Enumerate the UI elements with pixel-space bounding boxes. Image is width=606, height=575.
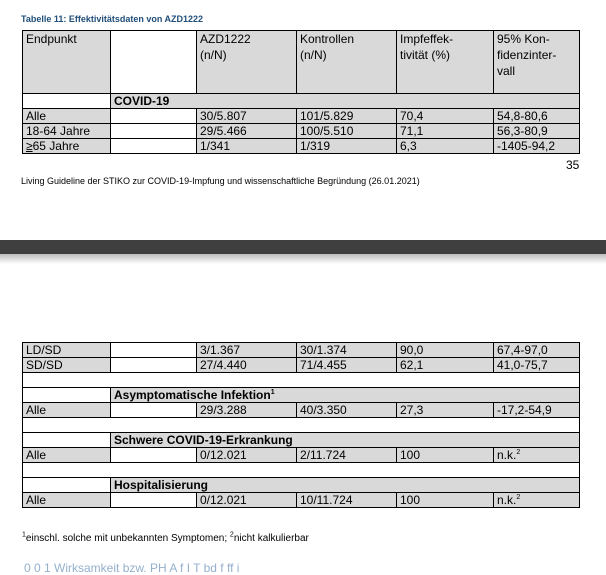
table-row: LD/SD 3/1.367 30/1.374 90,0 67,4-97,0 <box>23 343 580 358</box>
spacer-row <box>23 373 580 388</box>
efficacy-table-part2 <box>22 342 580 508</box>
page-footer: Living Guideline der STIKO zur COVID-19-Impfung und wissenschaftliche Begründung (26.01.2021) <box>21 176 420 186</box>
table-footnote: $^1$einschl. solche mit unbekannten Symptomen; $^2$nicht kalkulierbar <box>22 531 309 544</box>
section-title-asymptomatic: Asymptomatische Infektion$^1$ <box>111 388 580 403</box>
section-title-hospitalisation: Hospitalisierung <box>111 478 580 493</box>
section-row-hospitalisation <box>23 478 580 493</box>
table-row: Alle 29/3.288 40/3.350 27,3 -17,2-54,9 <box>23 403 580 418</box>
page-number: 35 <box>566 158 580 172</box>
header-kontrollen: Kontrollen (n/N) <box>297 31 397 94</box>
section-row-covid <box>23 94 580 109</box>
section-row-severe <box>23 433 580 448</box>
header-konfidenzintervall: 95% Kon- fidenzinter- vall <box>494 31 580 94</box>
table-header-row <box>23 31 580 94</box>
table-row: Alle 0/12.021 10/11.724 100 n.k.$^2$ <box>23 493 580 508</box>
header-endpunkt: Endpunkt <box>23 31 111 94</box>
page-shadow <box>0 254 606 264</box>
cut-off-heading: 0 0 1 Wirksamkeit bzw. PH A f I T bd f ff i <box>24 561 240 575</box>
section-row-asymptomatic <box>23 388 580 403</box>
header-blank <box>111 31 197 94</box>
efficacy-table-part1 <box>22 30 580 154</box>
spacer-row <box>23 418 580 433</box>
table-row: ≥65 Jahre 1/341 1/319 6,3 -1405-94,2 <box>23 139 580 154</box>
header-azd: AZD1222 (n/N) <box>197 31 297 94</box>
table-row: Alle 30/5.807 101/5.829 70,4 54,8-80,6 <box>23 109 580 124</box>
page-separator <box>0 240 606 254</box>
section-title-covid: COVID-19 <box>111 94 580 109</box>
section-title-severe: Schwere COVID-19-Erkrankung <box>111 433 580 448</box>
table-row: Alle 0/12.021 2/11.724 100 n.k.$^2$ <box>23 448 580 463</box>
table-row: 18-64 Jahre 29/5.466 100/5.510 71,1 56,3-80,9 <box>23 124 580 139</box>
header-impfeffektivitaet: Impfeffek- tivität (%) <box>397 31 494 94</box>
table-row: SD/SD 27/4.440 71/4.455 62,1 41,0-75,7 <box>23 358 580 373</box>
spacer-row <box>23 463 580 478</box>
table-caption: Tabelle 11: Effektivitätsdaten von AZD1222 <box>21 14 204 24</box>
